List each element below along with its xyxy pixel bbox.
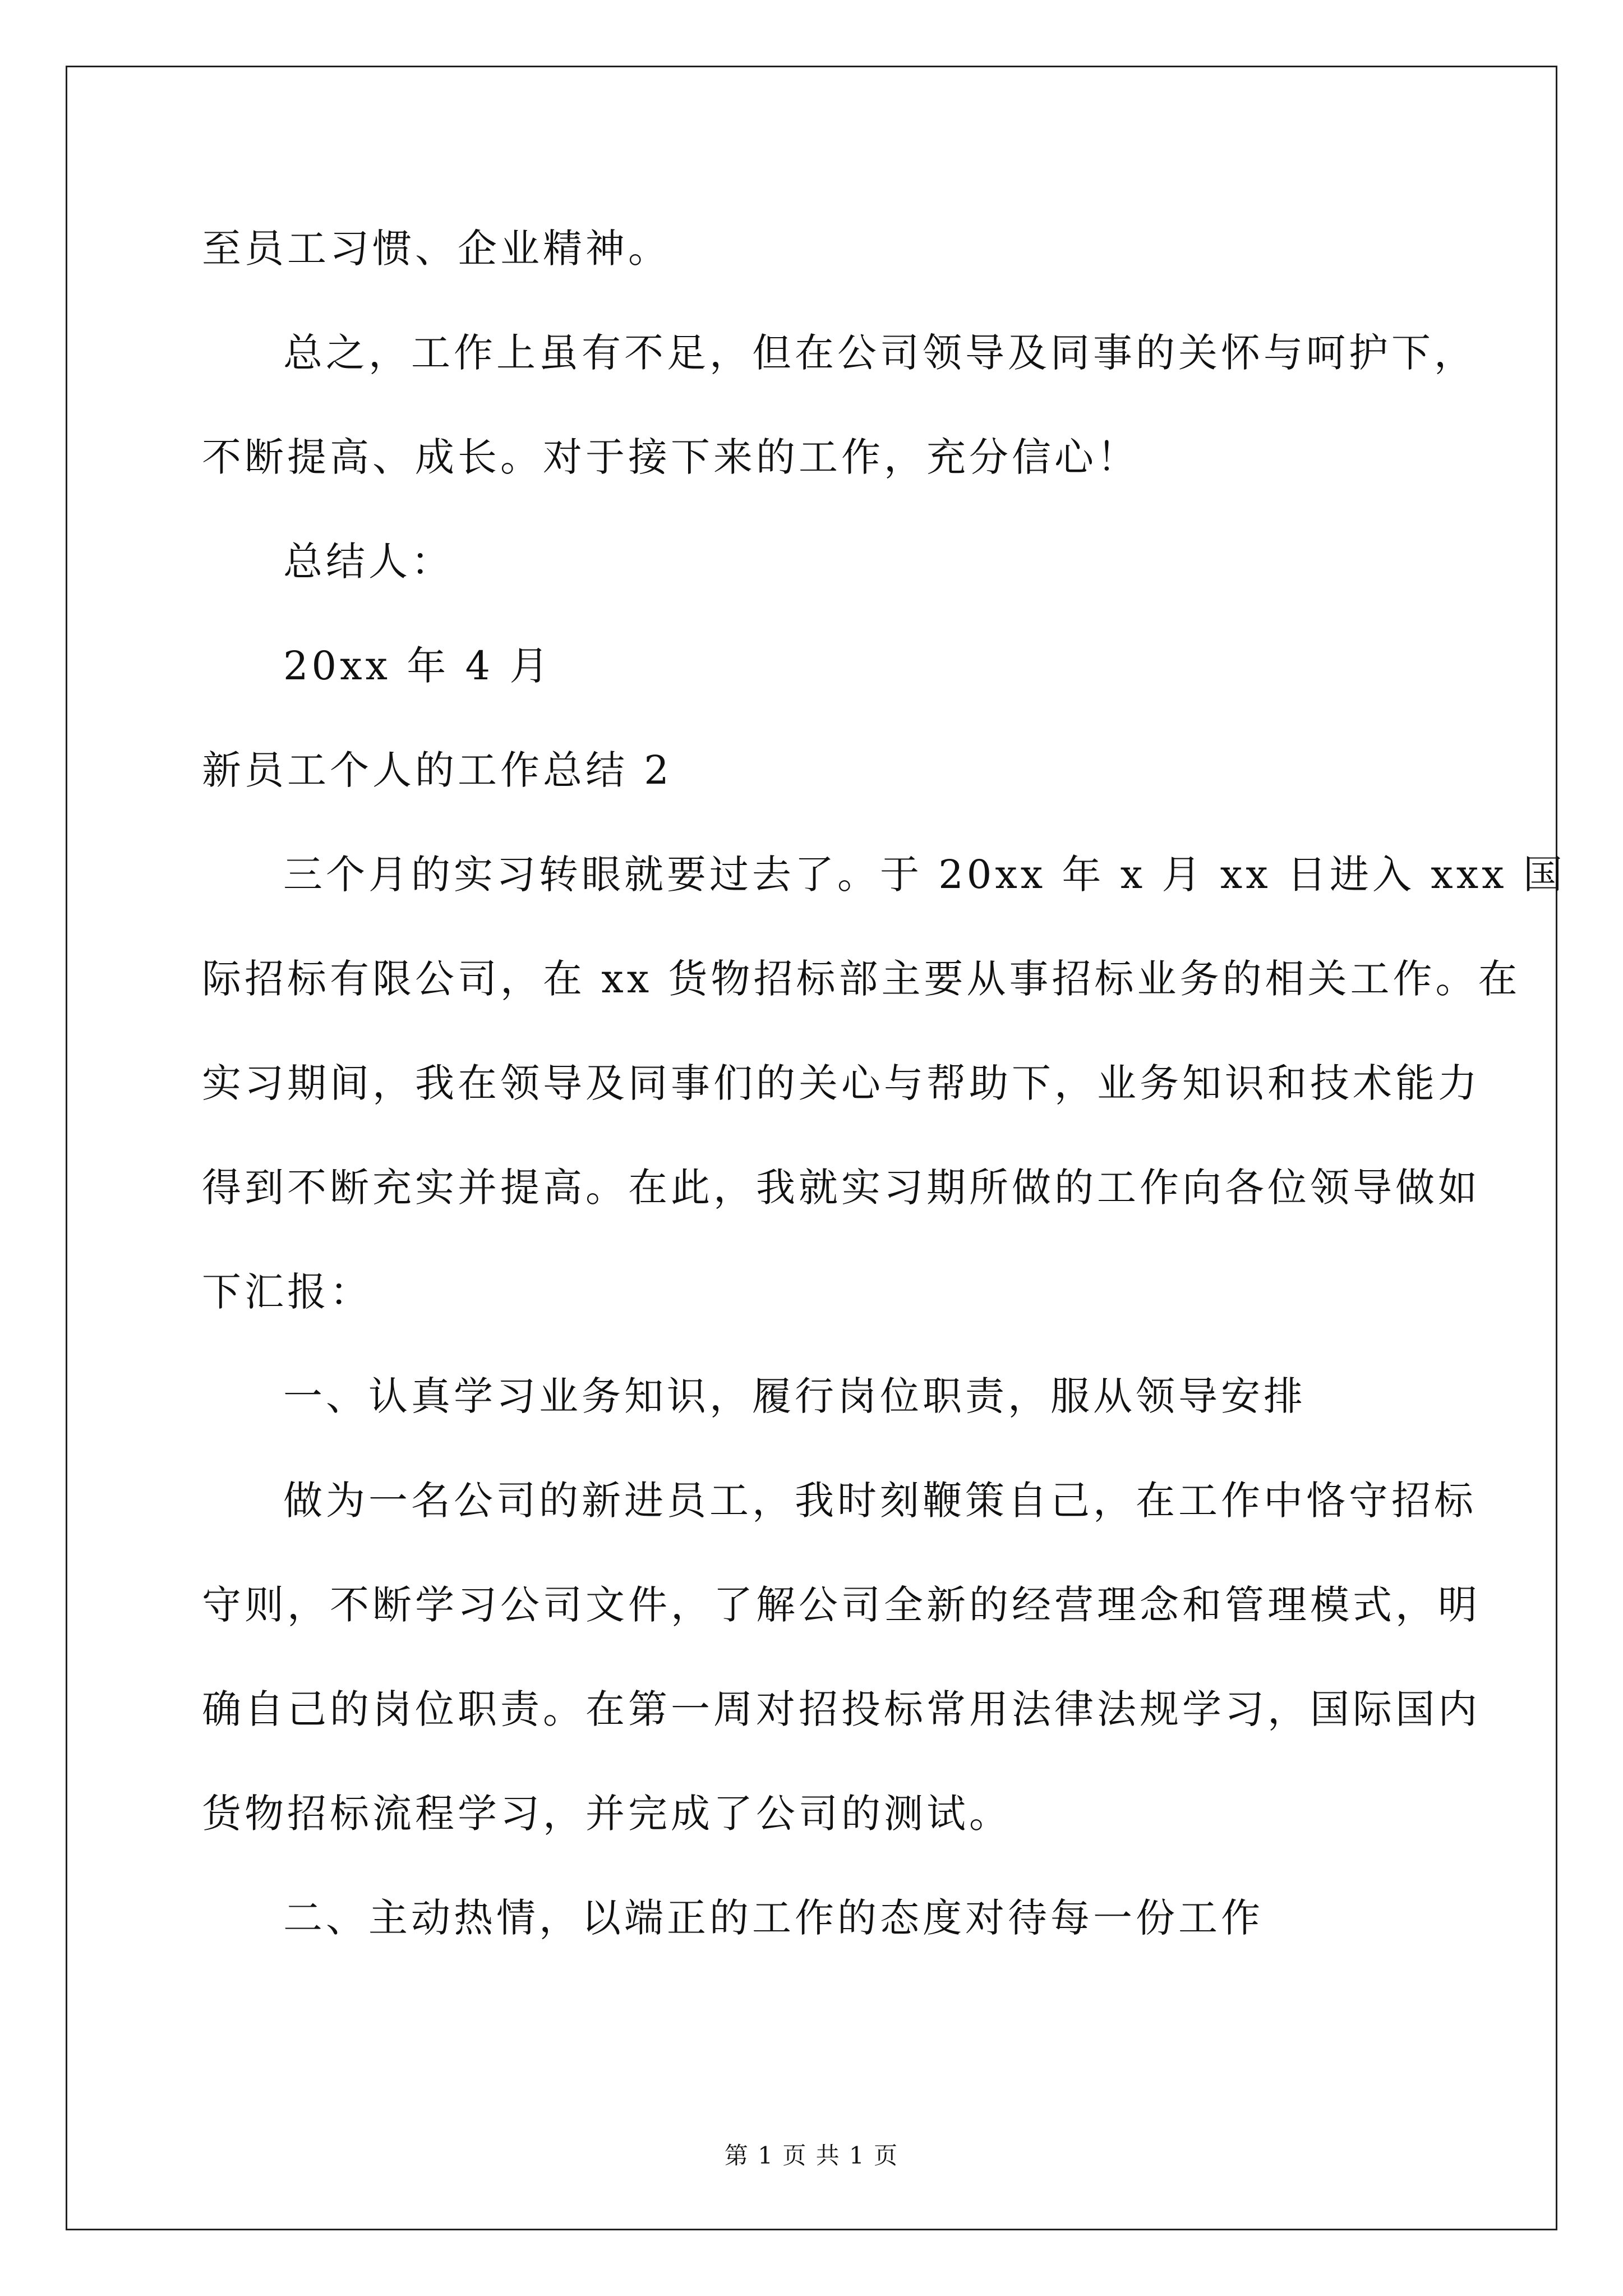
subheading-line: 一、认真学习业务知识，履行岗位职责，服从领导安排 <box>283 1373 1306 1419</box>
signature-label: 总结人： <box>283 539 454 585</box>
paragraph-line: 下汇报： <box>202 1269 372 1315</box>
paragraph-line: 得到不断充实并提高。在此，我就实习期所做的工作向各位领导做如 <box>202 1165 1481 1211</box>
paragraph-line: 际招标有限公司，在 xx 货物招标部主要从事招标业务的相关工作。在 <box>202 956 1521 1002</box>
paragraph-line: 三个月的实习转眼就要过去了。于 20xx 年 x 月 xx 日进入 xxx 国 <box>283 852 1566 898</box>
paragraph-line: 货物招标流程学习，并完成了公司的测试。 <box>202 1791 1012 1837</box>
paragraph-line: 实习期间，我在领导及同事们的关心与帮助下，业务知识和技术能力 <box>202 1060 1481 1106</box>
section-heading: 新员工个人的工作总结 2 <box>202 747 672 793</box>
subheading-line: 二、主动热情，以端正的工作的态度对待每一份工作 <box>283 1895 1264 1941</box>
page-footer: 第 1 页 共 1 页 <box>724 2142 899 2169</box>
paragraph-line: 不断提高、成长。对于接下来的工作，充分信心！ <box>202 434 1140 480</box>
paragraph-line: 至员工习惯、企业精神。 <box>202 226 671 272</box>
paragraph-line: 确自己的岗位职责。在第一周对招投标常用法律法规学习，国际国内 <box>202 1686 1481 1732</box>
paragraph-line: 守则，不断学习公司文件，了解公司全新的经营理念和管理模式，明 <box>202 1582 1481 1628</box>
paragraph-line: 总之，工作上虽有不足，但在公司领导及同事的关怀与呵护下， <box>283 330 1477 376</box>
paragraph-line: 做为一名公司的新进员工，我时刻鞭策自己，在工作中恪守招标 <box>283 1478 1477 1524</box>
date-line: 20xx 年 4 月 <box>283 643 552 689</box>
